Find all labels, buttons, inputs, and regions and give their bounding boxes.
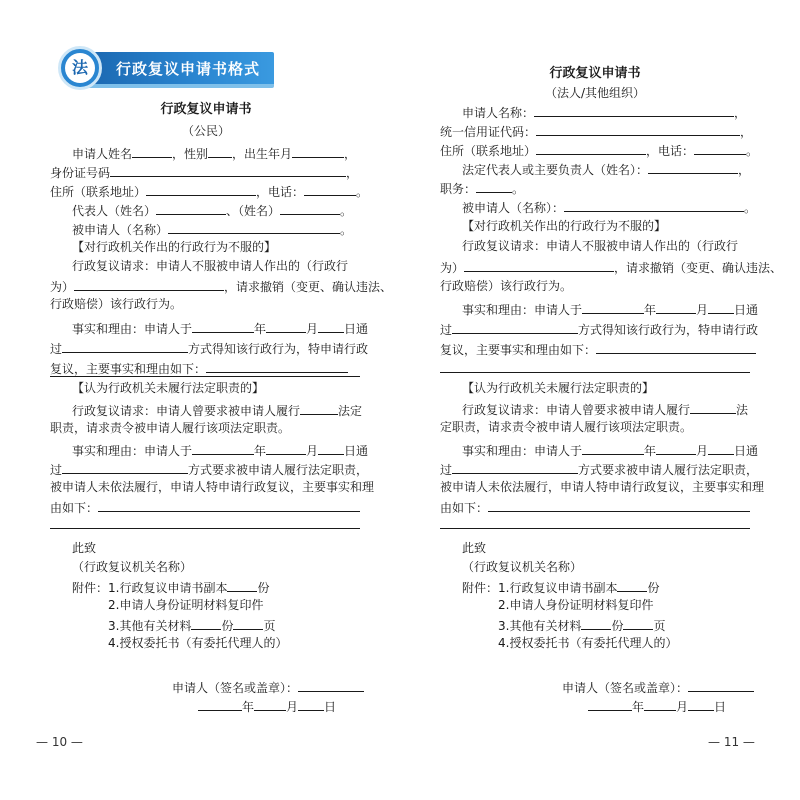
representative-line: 代表人（姓名） 、（姓名） 。 xyxy=(72,201,352,219)
fact-reason-rule xyxy=(50,376,360,377)
fact-day-blank[interactable] xyxy=(318,319,344,333)
case2-heading: 【认为行政机关未履行法定职责的】 xyxy=(462,381,655,395)
material-copies-blank[interactable] xyxy=(191,616,221,630)
id-line: 身份证号码 ， xyxy=(50,163,358,181)
respondent-line: 被申请人（名称） 。 xyxy=(72,220,352,238)
rep-blank-2[interactable] xyxy=(280,201,340,215)
address-blank[interactable] xyxy=(536,141,646,155)
fact2-line-1: 事实和理由：申请人于 年 月 日通 xyxy=(462,441,758,459)
fact-line-2: 过 方式得知该行政行为，特申请行政 xyxy=(440,320,758,338)
form-title: 行政复议申请书 xyxy=(549,66,641,81)
request-line-1: 行政复议请求：申请人不服被申请人作出的（行政行 xyxy=(72,259,349,273)
id-blank[interactable] xyxy=(110,163,346,177)
fact-line-3: 复议，主要事实和理由如下： xyxy=(50,359,348,377)
copies-blank[interactable] xyxy=(227,578,257,592)
signature-line: 申请人（签名或盖章）： xyxy=(172,678,364,696)
legal-rep-line: 法定代表人或主要负责人（姓名）： ， xyxy=(462,160,750,178)
address-blank[interactable] xyxy=(146,182,256,196)
fact2-reason-blank[interactable] xyxy=(488,498,750,512)
duty-blank[interactable] xyxy=(300,401,338,415)
phone-blank[interactable] xyxy=(304,182,356,196)
form-subtitle: （公民） xyxy=(181,124,230,138)
fact2-reason-rule xyxy=(440,528,750,529)
fact-reason-blank[interactable] xyxy=(206,359,348,373)
applicant-line: 申请人姓名 ，性别 ，出生年月 ， xyxy=(72,144,356,162)
fact2-line-4: 由如下： xyxy=(50,498,360,516)
fact-method-blank[interactable] xyxy=(452,320,578,334)
fact2-year-blank[interactable] xyxy=(192,441,254,455)
fact2-reason-blank[interactable] xyxy=(98,498,360,512)
date-line: 年 月 日 xyxy=(588,697,726,715)
address-line: 住所（联系地址） ，电话： 。 xyxy=(50,182,368,200)
birth-blank[interactable] xyxy=(292,144,344,158)
signature-line: 申请人（签名或盖章）： xyxy=(562,678,754,696)
org-name-line: 申请人名称： ， xyxy=(462,103,746,121)
fact-reason-blank[interactable] xyxy=(596,340,756,354)
fact-line-3: 复议，主要事实和理由如下： xyxy=(440,340,756,358)
request2-line-1: 行政复议请求：申请人曾要求被申请人履行 法 xyxy=(462,400,748,418)
fact2-line-3: 被申请人未依法履行，申请人特申请行政复议，主要事实和理 xyxy=(50,480,375,494)
date-year-blank[interactable] xyxy=(588,697,632,711)
request-line-3: 行政赔偿）该行政行为。 xyxy=(50,297,183,311)
fact2-year-blank[interactable] xyxy=(582,441,644,455)
address-line: 住所（联系地址） ，电话： 。 xyxy=(440,141,758,159)
fact-line-1: 事实和理由：申请人于 年 月 日通 xyxy=(462,300,758,318)
material-pages-blank[interactable] xyxy=(623,616,653,630)
request2-line-2: 职责，请求责令被申请人履行该项法定职责。 xyxy=(50,421,291,435)
fact2-day-blank[interactable] xyxy=(318,441,344,455)
legal-rep-blank[interactable] xyxy=(648,160,738,174)
material-copies-blank[interactable] xyxy=(581,616,611,630)
attachment-4: 4.授权委托书（有委托代理人的） xyxy=(498,636,678,650)
credit-code-blank[interactable] xyxy=(536,122,740,136)
law-badge-text: 法 xyxy=(71,58,88,77)
fact2-month-blank[interactable] xyxy=(656,441,696,455)
case2-heading: 【认为行政机关未履行法定职责的】 xyxy=(72,381,265,395)
fact2-reason-rule xyxy=(50,528,360,529)
fact2-line-4: 由如下： xyxy=(440,498,750,516)
action-blank[interactable] xyxy=(464,258,614,272)
rep-blank-1[interactable] xyxy=(156,201,226,215)
page-number: — 10 — xyxy=(36,735,83,749)
fact-day-blank[interactable] xyxy=(708,300,734,314)
attachment-2: 2.申请人身份证明材料复印件 xyxy=(498,598,654,612)
fact2-method-blank[interactable] xyxy=(452,460,578,474)
respondent-blank[interactable] xyxy=(168,220,340,234)
request2-line-1: 行政复议请求：申请人曾要求被申请人履行 法定 xyxy=(72,401,362,419)
request-line-1: 行政复议请求：申请人不服被申请人作出的（行政行 xyxy=(462,239,739,253)
fact2-line-1: 事实和理由：申请人于 年 月 日通 xyxy=(72,441,368,459)
fact-reason-rule xyxy=(440,372,750,373)
material-pages-blank[interactable] xyxy=(233,616,263,630)
banner-title: 行政复议申请书格式 xyxy=(116,60,261,78)
authority-name: （行政复议机关名称） xyxy=(72,560,193,574)
date-year-blank[interactable] xyxy=(198,697,242,711)
respondent-blank[interactable] xyxy=(564,198,744,212)
fact-method-blank[interactable] xyxy=(62,339,188,353)
fact2-line-3: 被申请人未依法履行，申请人特申请行政复议，主要事实和理 xyxy=(440,480,765,494)
attachment-1: 附件：1.行政复议申请书副本 份 xyxy=(72,578,269,596)
fact-year-blank[interactable] xyxy=(582,300,644,314)
fact2-method-blank[interactable] xyxy=(62,460,188,474)
date-month-blank[interactable] xyxy=(254,697,286,711)
attachment-3: 3.其他有关材料 份 页 xyxy=(108,616,275,634)
authority-name: （行政复议机关名称） xyxy=(462,560,583,574)
copies-blank[interactable] xyxy=(617,578,647,592)
gender-blank[interactable] xyxy=(208,144,232,158)
case1-heading: 【对行政机关作出的行政行为不服的】 xyxy=(72,240,277,254)
job-line: 职务： 。 xyxy=(440,179,524,197)
job-blank[interactable] xyxy=(476,179,512,193)
fact2-line-2: 过 方式要求被申请人履行法定职责， xyxy=(440,460,758,478)
attachment-4: 4.授权委托书（有委托代理人的） xyxy=(108,636,288,650)
case1-heading: 【对行政机关作出的行政行为不服的】 xyxy=(462,219,667,233)
duty-blank[interactable] xyxy=(690,400,736,414)
action-blank[interactable] xyxy=(74,277,224,291)
org-name-blank[interactable] xyxy=(534,103,734,117)
date-day-blank[interactable] xyxy=(688,697,714,711)
fact2-month-blank[interactable] xyxy=(266,441,306,455)
closing: 此致 xyxy=(72,541,97,555)
fact-year-blank[interactable] xyxy=(192,319,254,333)
credit-code-line: 统一信用证代码： ， xyxy=(440,122,752,140)
fact-month-blank[interactable] xyxy=(266,319,306,333)
request2-line-2: 定职责，请求责令被申请人履行该项法定职责。 xyxy=(440,420,693,434)
fact2-day-blank[interactable] xyxy=(708,441,734,455)
closing: 此致 xyxy=(462,541,487,555)
attachment-3: 3.其他有关材料 份 页 xyxy=(498,616,665,634)
fact-line-1: 事实和理由：申请人于 年 月 日通 xyxy=(72,319,368,337)
fact-line-2: 过 方式得知该行政行为，特申请行政 xyxy=(50,339,368,357)
attachment-2: 2.申请人身份证明材料复印件 xyxy=(108,598,264,612)
law-badge-icon xyxy=(58,46,102,90)
respondent-line: 被申请人（名称）： 。 xyxy=(462,198,756,216)
fact2-line-2: 过 方式要求被申请人履行法定职责， xyxy=(50,460,368,478)
form-subtitle: （法人/其他组织） xyxy=(544,86,646,100)
attachment-1: 附件：1.行政复议申请书副本 份 xyxy=(462,578,659,596)
request-line-2: 为） ，请求撤销（变更、确认违法、 xyxy=(440,258,782,276)
request-line-3: 行政赔偿）该行政行为。 xyxy=(440,279,573,293)
banner-bar-edge xyxy=(84,84,274,88)
section-banner xyxy=(58,46,276,92)
date-line: 年 月 日 xyxy=(198,697,336,715)
page-number: — 11 — xyxy=(708,735,755,749)
name-blank[interactable] xyxy=(132,144,172,158)
phone-blank[interactable] xyxy=(694,141,746,155)
request-line-2: 为） ，请求撤销（变更、确认违法、 xyxy=(50,277,392,295)
form-title: 行政复议申请书 xyxy=(160,102,252,117)
fact-month-blank[interactable] xyxy=(656,300,696,314)
right-page xyxy=(400,0,800,800)
date-month-blank[interactable] xyxy=(644,697,676,711)
signature-blank[interactable] xyxy=(688,678,754,692)
date-day-blank[interactable] xyxy=(298,697,324,711)
signature-blank[interactable] xyxy=(298,678,364,692)
